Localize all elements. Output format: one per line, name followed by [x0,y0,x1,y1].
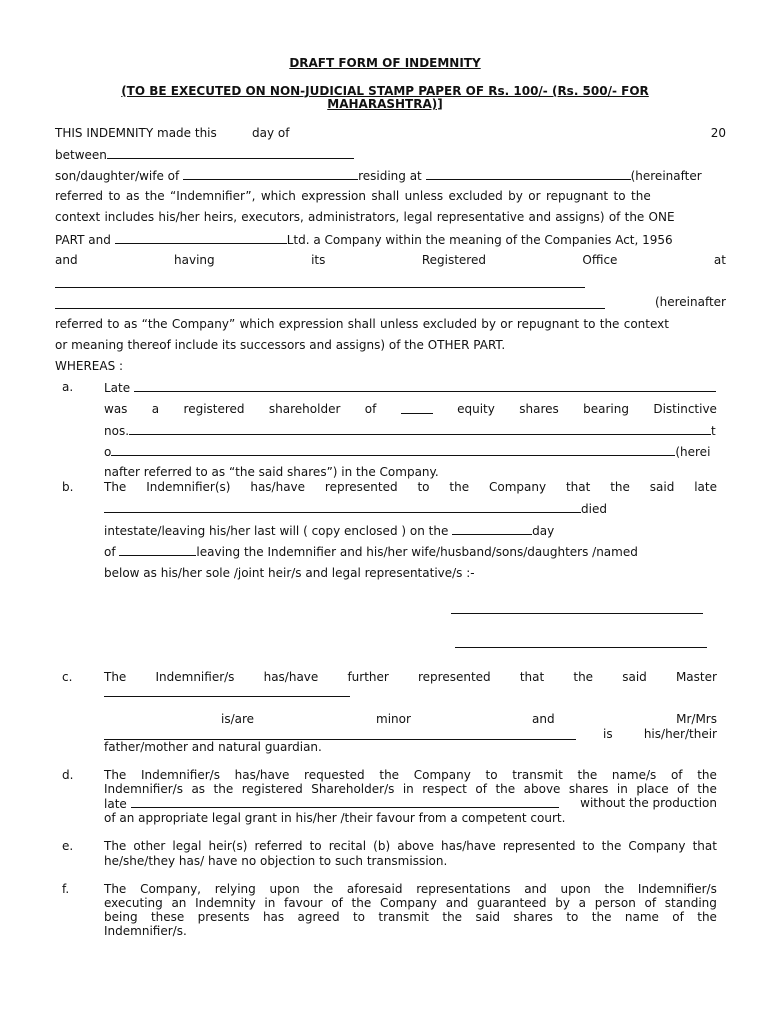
whereas-heading: WHEREAS : [55,359,124,373]
registered-office-blank-2[interactable] [55,308,605,309]
document-title: DRAFT FORM OF INDEMNITY [289,56,481,70]
clause-f-l3-w5: agreed [297,910,340,924]
clause-d-without-production: without the production [580,796,717,810]
clause-b-died: died [581,502,607,516]
clause-f-line-2 [104,896,717,910]
clause-d-l2-w6: in [402,782,414,796]
clause-c-w8: said [622,670,647,684]
company-name-blank[interactable] [115,232,287,244]
clause-e-w6: to [309,839,322,853]
clause-a-line-2 [104,402,717,416]
clause-a-line-4 [104,444,710,459]
clause-c-w1: The [104,670,127,684]
intro-day-of: day of [252,126,290,140]
clause-d-line-4: of an appropriate legal grant in his/her /their favour from a competent court. [104,811,566,825]
clause-e-w3: legal [172,839,202,853]
clause-a-marker: a. [62,380,74,394]
clause-f-l1-w6: aforesaid [346,882,403,896]
clause-d-l1-w8: transmit [512,768,563,782]
clause-e-w11: represented [502,839,576,853]
clause-d-marker: d. [62,768,74,782]
clause-b-of: of [104,545,116,559]
clause-e-marker: e. [62,839,74,853]
heir-name-blank-2[interactable] [455,647,707,648]
clause-e-w2: other [133,839,166,853]
clause-a-w-was: was [104,402,128,416]
clause-b-w5: to [417,480,430,494]
clause-f-line-1 [104,882,717,896]
clause-d-late: late [104,797,127,811]
clause-a-w-shares: shares [519,402,559,416]
intro-line-5: context includes his/her heirs, executors, administrators, legal representative and assigns) of the ONE [55,210,675,224]
intro-between: between [55,148,107,162]
clause-d-l2-w10: above [523,782,561,796]
clause-a-nos: nos. [104,424,130,438]
clause-f-l3-w12: the [591,910,612,924]
clause-f-l2-w3: Indemnity [195,896,256,910]
clause-b-line-1 [104,480,717,494]
clause-b-w3: has/have [250,480,306,494]
clause-f-l3-w8: the [442,910,463,924]
clause-e-w10: has/have [441,839,496,853]
clause-a-line-3 [104,423,716,438]
clause-c-minor: minor [376,712,411,726]
clause-f-l1-w5: the [313,882,334,896]
clause-d-l2-w9: the [495,782,516,796]
clause-f-l2-w9: and [445,896,469,910]
clause-f-l1-w4: upon [269,882,300,896]
clause-d-l2-w1: Indemnifier/s [104,782,183,796]
clause-a-line-1 [104,380,716,395]
registered-office-blank-1[interactable] [55,287,585,288]
clause-e-w12: to [582,839,595,853]
intro-part-and: PART and [55,233,111,247]
death-month-blank[interactable] [119,544,196,556]
clause-f-l1-w1: The [104,882,127,896]
clause-b-w1: The [104,480,127,494]
clause-f-l2-w1: executing [104,896,163,910]
clause-f-l2-w12: a [578,896,586,910]
intro-line-6 [55,232,673,247]
intro-line-11: or meaning thereof include its successors and assigns) of the OTHER PART. [55,338,506,352]
clause-d-l2-w15: the [697,782,717,796]
clause-a-w-bearing: bearing [583,402,629,416]
clause-a-w-equity: equity [457,402,495,416]
clause-c-w5: represented [418,670,491,684]
share-count-blank[interactable] [401,402,433,414]
document-subtitle-line-2: MAHARASHTRA)] [327,97,443,111]
clause-f-l3-w7: transmit [378,910,429,924]
clause-f-l1-w7: representations [416,882,511,896]
clause-c-his-her-their: his/her/their [643,727,717,741]
clause-f-l1-w8: and [524,882,547,896]
clause-e-w8: (b) [373,839,391,853]
clause-e-w15: that [692,839,717,853]
clause-e-w1: The [104,839,127,853]
clause-c-and: and [532,712,555,726]
minor-name-blank[interactable] [104,696,350,697]
intro-w-office: Office [582,253,618,267]
clause-d-line-2 [104,782,717,796]
clause-b-w11: late [694,480,717,494]
clause-f-l3-w3: presents [197,910,250,924]
clause-b-day: day [532,524,555,538]
clause-f-l3-w9: said [475,910,501,924]
intro-line-4: referred to as the “Indemnifier”, which expression shall unless excluded by or repugnant to the [55,189,651,203]
deceased-name-blank[interactable] [134,380,716,392]
clause-e-w7: recital [328,839,367,853]
clause-b-w4: represented [324,480,398,494]
heir-name-blank-1[interactable] [451,613,703,614]
clause-f-l2-w14: of [644,896,657,910]
clause-f-l2-w15: standing [664,896,717,910]
distinctive-nos-to-blank[interactable] [111,444,675,456]
clause-d-l2-w8: of [475,782,487,796]
clause-d-l2-w11: shares [568,782,609,796]
clause-f-l3-w15: the [697,910,717,924]
clause-f-l3-w1: being [104,910,138,924]
clause-f-l3-w2: these [150,910,185,924]
clause-c-w3: has/have [263,670,319,684]
clause-d-l2-w2: as [191,782,206,796]
clause-b-line-5: below as his/her sole /joint heir/s and legal representative/s :- [104,566,475,580]
intro-w-its: its [311,253,326,267]
clause-c-is-are: is/are [221,712,255,726]
clause-b-w7: Company [488,480,547,494]
clause-a-w-shareholder: shareholder [268,402,341,416]
clause-d-l2-w5: Shareholder/s [311,782,395,796]
clause-c-w2: Indemnifier/s [155,670,235,684]
clause-f-l2-w5: favour [284,896,323,910]
intro-ltd-company: Ltd. a Company within the meaning of the Companies Act, 1956 [286,233,673,247]
clause-c-line-5: father/mother and natural guardian. [104,740,322,754]
intro-w-registered: Registered [421,253,486,267]
clause-a-t: t [711,424,716,438]
clause-e-w13: the [601,839,622,853]
clause-e-w9: above [397,839,434,853]
clause-c-mr-mrs: Mr/Mrs [676,712,717,726]
intro-line-10: referred to as “the Company” which expression shall unless excluded by or repugnant to the context [55,317,669,331]
clause-b-w9: the [610,480,630,494]
clause-d-l2-w12: in [616,782,628,796]
clause-b-w6: the [449,480,470,494]
clause-f-l3-w13: name [624,910,659,924]
clause-d-l2-w13: place [636,782,669,796]
indemnifier-name-blank[interactable] [107,147,354,159]
clause-d-l1-w3: has/have [234,768,290,782]
clause-d-l2-w4: registered [241,782,303,796]
death-day-blank[interactable] [452,523,532,535]
clause-d-l1-w1: The [104,768,127,782]
clause-d-l2-w14: of [677,782,689,796]
intro-w-and: and [55,253,78,267]
intro-line-1 [55,126,726,140]
address-blank[interactable] [426,168,631,180]
clause-a-line-5: nafter referred to as “the said shares”) in the Company. [104,465,439,479]
clause-f-l1-w10: the [604,882,625,896]
clause-f-l3-w6: to [352,910,366,924]
clause-d-line-3 [104,796,717,811]
parent-name-blank[interactable] [183,168,358,180]
clause-a-o: o [104,445,112,459]
clause-d-l1-w7: to [485,768,498,782]
intro-made-this: THIS INDEMNITY made this [55,126,217,140]
clause-f-l2-w7: the [351,896,372,910]
clause-e-w5: referred [254,839,303,853]
clause-d-l2-w7: respect [422,782,467,796]
clause-e-line-1 [104,839,717,853]
clause-e-w14: Company [628,839,686,853]
clause-f-l2-w2: an [171,896,187,910]
document-subtitle-line-1: (TO BE EXECUTED ON NON-JUDICIAL STAMP PAPER OF Rs. 100/- (Rs. 500/- FOR [121,84,649,98]
clause-d-l1-w6: Company [413,768,471,782]
intro-w-having: having [174,253,215,267]
clause-c-w9: Master [675,670,717,684]
clause-f-l2-w10: guaranteed [476,896,547,910]
intro-hereinafter-2: (hereinafter [654,295,726,309]
clause-a-w-distinctive: Distinctive [653,402,717,416]
clause-f-line-4: Indemnifier/s. [104,924,187,938]
clause-d-l1-w10: name/s [611,768,657,782]
clause-b-line-3 [104,523,554,538]
clause-b-w10: said [649,480,675,494]
clause-c-w4: further [347,670,389,684]
clause-f-l2-w11: by [555,896,570,910]
clause-f-l2-w8: Company [379,896,438,910]
clause-e-line-2: he/she/they has/ have no objection to such transmission. [104,854,448,868]
clause-c-w6: that [519,670,545,684]
clause-c-w7: the [573,670,594,684]
clause-f-l3-w10: shares [513,910,553,924]
clause-f-l1-w9: upon [560,882,591,896]
clause-d-l1-w5: the [379,768,400,782]
clause-f-l1-w3: relying [214,882,256,896]
intro-son-daughter-wife: son/daughter/wife of [55,169,180,183]
clause-c-marker: c. [62,670,73,684]
clause-a-w-of: of [364,402,377,416]
distinctive-nos-blank[interactable] [129,423,711,435]
clause-e-w4: heir(s) [208,839,248,853]
clause-f-l2-w6: of [331,896,343,910]
clause-d-l1-w12: the [697,768,717,782]
clause-d-l1-w9: the [577,768,598,782]
clause-d-l1-w4: requested [304,768,365,782]
late-shareholder-name-blank[interactable] [104,501,581,513]
clause-f-l3-w14: of [672,910,684,924]
clause-a-late: Late [104,381,131,395]
clause-f-line-3 [104,910,717,924]
clause-d-l1-w11: of [670,768,683,782]
clause-f-l3-w4: has [262,910,285,924]
clause-b-line-4 [104,544,638,559]
intro-hereinafter: (hereinafter [630,169,702,183]
clause-b-leaving: leaving the Indemnifier and his/her wife/husband/sons/daughters /named [196,545,638,559]
clause-d-l1-w2: Indemnifier/s [141,768,220,782]
clause-d-l2-w3: the [213,782,234,796]
intro-w-at: at [713,253,726,267]
clause-c-line-1 [104,670,717,684]
clause-f-l2-w4: in [264,896,276,910]
late-holder-blank[interactable] [131,796,559,808]
clause-a-w-a: a [151,402,160,416]
clause-a-w-registered: registered [183,402,245,416]
clause-f-l1-w11: Indemnifier/s [637,882,717,896]
clause-f-l1-w2: Company, [140,882,201,896]
clause-d-line-1 [104,768,717,782]
intro-residing-at: residing at [358,169,422,183]
clause-b-intestate: intestate/leaving his/her last will ( copy enclosed ) on the [104,524,449,538]
clause-a-herei: (herei [675,445,711,459]
intro-line-2 [55,147,354,162]
intro-line-3 [55,168,726,183]
clause-f-l3-w11: to [566,910,579,924]
clause-b-w2: Indemnifier(s) [146,480,231,494]
intro-line-7 [55,253,726,267]
clause-b-marker: b. [62,480,74,494]
clause-c-is: is [603,727,613,741]
clause-b-w8: that [565,480,591,494]
clause-f-l2-w13: person [594,896,636,910]
clause-f-marker: f. [62,882,70,896]
clause-b-line-2 [104,501,607,516]
intro-year-prefix: 20 [710,126,726,140]
